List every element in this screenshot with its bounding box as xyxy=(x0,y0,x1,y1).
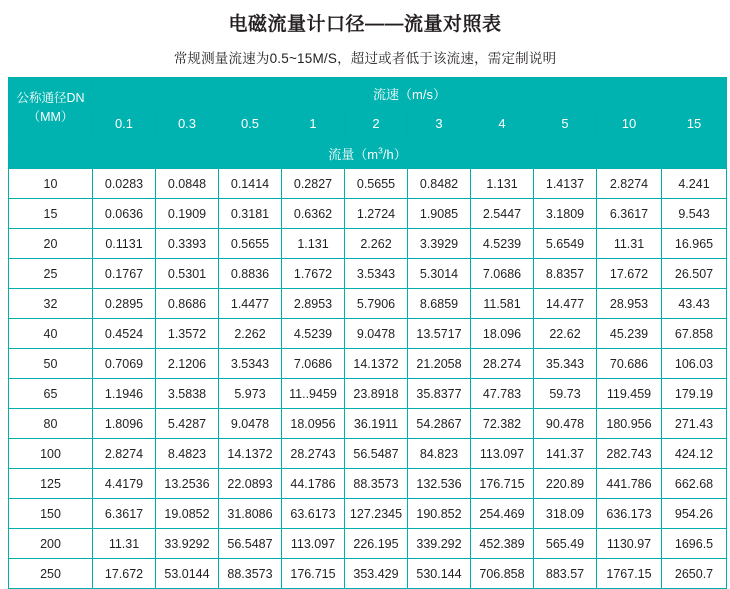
cell-flow: 0.0848 xyxy=(156,169,219,199)
cell-flow: 53.0144 xyxy=(156,559,219,589)
table-row xyxy=(9,379,727,409)
cell-flow: 0.5301 xyxy=(156,259,219,289)
cell-flow: 662.68 xyxy=(662,469,727,499)
table-row xyxy=(9,499,727,529)
cell-flow: 190.852 xyxy=(408,499,471,529)
header-velocity-8: 10 xyxy=(597,109,662,139)
page-title: 电磁流量计口径——流量对照表 xyxy=(228,14,502,35)
header-cell-dn xyxy=(9,78,93,139)
header-velocity-4: 2 xyxy=(345,109,408,139)
table-row xyxy=(9,169,727,199)
header-velocity-5: 3 xyxy=(408,109,471,139)
cell-flow: 54.2867 xyxy=(408,409,471,439)
header-velocity-0: 0.1 xyxy=(93,109,156,139)
cell-flow: 0.1909 xyxy=(156,199,219,229)
table-body xyxy=(9,169,727,589)
cell-flow: 1696.5 xyxy=(662,529,727,559)
cell-flow: 2650.7 xyxy=(662,559,727,589)
table-row xyxy=(9,349,727,379)
cell-dn: 40 xyxy=(9,319,93,349)
cell-flow: 6.3617 xyxy=(597,199,662,229)
cell-flow: 954.26 xyxy=(662,499,727,529)
cell-flow: 0.8482 xyxy=(408,169,471,199)
header-cell-flow xyxy=(9,139,727,169)
cell-flow: 0.3181 xyxy=(219,199,282,229)
cell-dn: 250 xyxy=(9,559,93,589)
cell-flow: 11.31 xyxy=(597,229,662,259)
table-row xyxy=(9,229,727,259)
cell-flow: 33.9292 xyxy=(156,529,219,559)
cell-flow: 28.2743 xyxy=(282,439,345,469)
cell-flow: 2.8274 xyxy=(597,169,662,199)
cell-flow: 9.0478 xyxy=(219,409,282,439)
cell-flow: 2.5447 xyxy=(471,199,534,229)
cell-flow: 2.262 xyxy=(345,229,408,259)
cell-flow: 45.239 xyxy=(597,319,662,349)
cell-flow: 56.5487 xyxy=(219,529,282,559)
cell-flow: 226.195 xyxy=(345,529,408,559)
cell-dn: 32 xyxy=(9,289,93,319)
cell-dn: 200 xyxy=(9,529,93,559)
cell-flow: 119.459 xyxy=(597,379,662,409)
cell-flow: 3.3929 xyxy=(408,229,471,259)
cell-flow: 5.7906 xyxy=(345,289,408,319)
cell-flow: 0.5655 xyxy=(219,229,282,259)
cell-flow: 1767.15 xyxy=(597,559,662,589)
cell-dn: 150 xyxy=(9,499,93,529)
cell-flow: 106.03 xyxy=(662,349,727,379)
cell-flow: 14.477 xyxy=(534,289,597,319)
cell-flow: 90.478 xyxy=(534,409,597,439)
cell-flow: 14.1372 xyxy=(345,349,408,379)
header-flow-sup: 3 xyxy=(378,145,383,156)
cell-flow: 28.953 xyxy=(597,289,662,319)
cell-flow: 4.5239 xyxy=(471,229,534,259)
cell-dn: 20 xyxy=(9,229,93,259)
cell-flow: 2.1206 xyxy=(156,349,219,379)
cell-flow: 220.89 xyxy=(534,469,597,499)
cell-flow: 5.973 xyxy=(219,379,282,409)
cell-flow: 7.0686 xyxy=(282,349,345,379)
cell-flow: 127.2345 xyxy=(345,499,408,529)
cell-flow: 1.131 xyxy=(282,229,345,259)
cell-dn: 100 xyxy=(9,439,93,469)
cell-flow: 1.4477 xyxy=(219,289,282,319)
cell-flow: 4.5239 xyxy=(282,319,345,349)
cell-flow: 8.8357 xyxy=(534,259,597,289)
header-velocity-9: 15 xyxy=(662,109,727,139)
table-row xyxy=(9,319,727,349)
cell-flow: 2.262 xyxy=(219,319,282,349)
cell-flow: 1.9085 xyxy=(408,199,471,229)
cell-flow: 706.858 xyxy=(471,559,534,589)
header-flow-suffix: /h） xyxy=(382,147,407,162)
cell-flow: 67.858 xyxy=(662,319,727,349)
cell-flow: 0.3393 xyxy=(156,229,219,259)
cell-flow: 35.343 xyxy=(534,349,597,379)
cell-flow: 1.3572 xyxy=(156,319,219,349)
table-row xyxy=(9,529,727,559)
cell-flow: 84.823 xyxy=(408,439,471,469)
cell-flow: 254.469 xyxy=(471,499,534,529)
cell-flow: 1.2724 xyxy=(345,199,408,229)
cell-flow: 72.382 xyxy=(471,409,534,439)
cell-flow: 5.3014 xyxy=(408,259,471,289)
cell-flow: 70.686 xyxy=(597,349,662,379)
cell-flow: 3.5343 xyxy=(219,349,282,379)
cell-flow: 59.73 xyxy=(534,379,597,409)
cell-flow: 36.1911 xyxy=(345,409,408,439)
cell-flow: 179.19 xyxy=(662,379,727,409)
table-row xyxy=(9,559,727,589)
cell-flow: 4.241 xyxy=(662,169,727,199)
cell-flow: 56.5487 xyxy=(345,439,408,469)
cell-flow: 9.543 xyxy=(662,199,727,229)
cell-flow: 113.097 xyxy=(471,439,534,469)
cell-flow: 1.131 xyxy=(471,169,534,199)
cell-flow: 1.1946 xyxy=(93,379,156,409)
cell-flow: 176.715 xyxy=(282,559,345,589)
cell-flow: 5.6549 xyxy=(534,229,597,259)
header-velocity-2: 0.5 xyxy=(219,109,282,139)
flow-rate-table xyxy=(8,77,727,589)
table-row xyxy=(9,259,727,289)
cell-flow: 16.965 xyxy=(662,229,727,259)
cell-flow: 31.8086 xyxy=(219,499,282,529)
cell-flow: 26.507 xyxy=(662,259,727,289)
cell-dn: 125 xyxy=(9,469,93,499)
cell-flow: 18.0956 xyxy=(282,409,345,439)
cell-flow: 2.8953 xyxy=(282,289,345,319)
table-row xyxy=(9,409,727,439)
cell-flow: 132.536 xyxy=(408,469,471,499)
header-dn-line1: 公称通径DN xyxy=(16,90,85,105)
cell-flow: 4.4179 xyxy=(93,469,156,499)
cell-flow: 17.672 xyxy=(597,259,662,289)
cell-flow: 530.144 xyxy=(408,559,471,589)
cell-flow: 1.8096 xyxy=(93,409,156,439)
cell-flow: 11..9459 xyxy=(282,379,345,409)
header-velocity-7: 5 xyxy=(534,109,597,139)
cell-flow: 88.3573 xyxy=(345,469,408,499)
cell-dn: 50 xyxy=(9,349,93,379)
cell-flow: 28.274 xyxy=(471,349,534,379)
cell-flow: 0.1414 xyxy=(219,169,282,199)
cell-flow: 9.0478 xyxy=(345,319,408,349)
cell-flow: 883.57 xyxy=(534,559,597,589)
header-velocity-6: 4 xyxy=(471,109,534,139)
table-header-row-velocity xyxy=(9,78,727,109)
table-row xyxy=(9,469,727,499)
cell-flow: 43.43 xyxy=(662,289,727,319)
cell-flow: 0.2895 xyxy=(93,289,156,319)
cell-flow: 441.786 xyxy=(597,469,662,499)
header-velocity-3: 1 xyxy=(282,109,345,139)
table-header xyxy=(9,78,727,169)
cell-flow: 0.4524 xyxy=(93,319,156,349)
cell-flow: 88.3573 xyxy=(219,559,282,589)
cell-flow: 113.097 xyxy=(282,529,345,559)
table-row xyxy=(9,439,727,469)
cell-flow: 47.783 xyxy=(471,379,534,409)
cell-flow: 44.1786 xyxy=(282,469,345,499)
cell-flow: 176.715 xyxy=(471,469,534,499)
cell-flow: 0.2827 xyxy=(282,169,345,199)
cell-flow: 0.8836 xyxy=(219,259,282,289)
cell-flow: 282.743 xyxy=(597,439,662,469)
table-header-row-velocity-values xyxy=(9,109,727,139)
cell-flow: 21.2058 xyxy=(408,349,471,379)
cell-flow: 0.5655 xyxy=(345,169,408,199)
cell-flow: 3.5838 xyxy=(156,379,219,409)
cell-flow: 353.429 xyxy=(345,559,408,589)
cell-flow: 17.672 xyxy=(93,559,156,589)
cell-flow: 141.37 xyxy=(534,439,597,469)
header-velocity-1: 0.3 xyxy=(156,109,219,139)
cell-flow: 271.43 xyxy=(662,409,727,439)
header-dn-line2: （MM） xyxy=(27,110,74,124)
cell-flow: 23.8918 xyxy=(345,379,408,409)
table-row xyxy=(9,289,727,319)
cell-flow: 0.8686 xyxy=(156,289,219,319)
cell-flow: 0.1767 xyxy=(93,259,156,289)
cell-dn: 10 xyxy=(9,169,93,199)
cell-flow: 1.7672 xyxy=(282,259,345,289)
cell-flow: 63.6173 xyxy=(282,499,345,529)
page-subtitle: 常规测量流速为0.5~15M/S，超过或者低于该流速，需定制说明 xyxy=(173,51,557,66)
cell-dn: 15 xyxy=(9,199,93,229)
cell-flow: 0.6362 xyxy=(282,199,345,229)
cell-flow: 6.3617 xyxy=(93,499,156,529)
cell-flow: 22.62 xyxy=(534,319,597,349)
cell-flow: 14.1372 xyxy=(219,439,282,469)
cell-flow: 19.0852 xyxy=(156,499,219,529)
cell-dn: 25 xyxy=(9,259,93,289)
header-cell-velocity: 流速（m/s） xyxy=(93,78,727,109)
cell-dn: 80 xyxy=(9,409,93,439)
cell-flow: 452.389 xyxy=(471,529,534,559)
cell-flow: 35.8377 xyxy=(408,379,471,409)
cell-flow: 565.49 xyxy=(534,529,597,559)
cell-flow: 318.09 xyxy=(534,499,597,529)
cell-flow: 13.5717 xyxy=(408,319,471,349)
cell-flow: 11.31 xyxy=(93,529,156,559)
cell-flow: 13.2536 xyxy=(156,469,219,499)
cell-flow: 8.6859 xyxy=(408,289,471,319)
cell-flow: 5.4287 xyxy=(156,409,219,439)
cell-flow: 339.292 xyxy=(408,529,471,559)
cell-flow: 0.0283 xyxy=(93,169,156,199)
cell-flow: 3.1809 xyxy=(534,199,597,229)
cell-flow: 22.0893 xyxy=(219,469,282,499)
cell-flow: 18.096 xyxy=(471,319,534,349)
cell-flow: 424.12 xyxy=(662,439,727,469)
cell-flow: 2.8274 xyxy=(93,439,156,469)
header-flow-prefix: 流量（m xyxy=(328,147,379,162)
cell-flow: 0.1131 xyxy=(93,229,156,259)
cell-flow: 11.581 xyxy=(471,289,534,319)
cell-flow: 1130.97 xyxy=(597,529,662,559)
cell-flow: 7.0686 xyxy=(471,259,534,289)
cell-flow: 8.4823 xyxy=(156,439,219,469)
cell-flow: 636.173 xyxy=(597,499,662,529)
cell-dn: 65 xyxy=(9,379,93,409)
cell-flow: 180.956 xyxy=(597,409,662,439)
cell-flow: 0.7069 xyxy=(93,349,156,379)
cell-flow: 1.4137 xyxy=(534,169,597,199)
cell-flow: 3.5343 xyxy=(345,259,408,289)
cell-flow: 0.0636 xyxy=(93,199,156,229)
table-header-row-flow xyxy=(9,139,727,169)
table-row xyxy=(9,199,727,229)
